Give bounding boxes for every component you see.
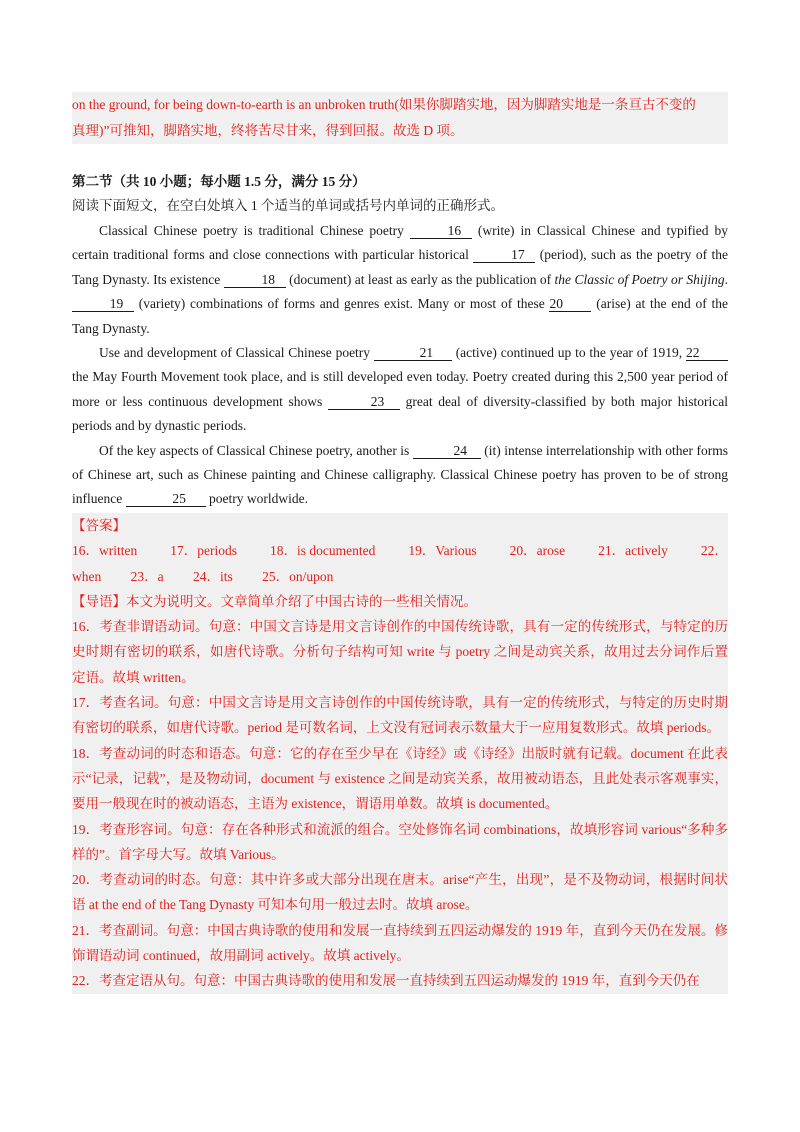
blank-18[interactable]: 18 bbox=[224, 272, 286, 288]
explanation-19: 19．考查形容词。句意：存在各种形式和流派的组合。空处修饰名词 combinations，故填形容词 various“多种多样的”。首字母大写。故填 Various。 bbox=[72, 821, 728, 862]
explanation-22: 22．考查定语从句。句意：中国古典诗歌的使用和发展一直持续到五四运动爆发的 1919 年，直到今天仍在 bbox=[72, 973, 700, 989]
blank-25[interactable]: 25 bbox=[126, 491, 206, 507]
explanation-18: 18．考查动词的时态和语态。句意：它的存在至少早在《诗经》或《诗经》出版时就有记载。document 在此表示“记录，记载”，是及物动词，document 与 existence 之间是动宾关系，故用被动语态，且此处表示客观事实，要用一般现在时的被动语态，主语为 existence，谓语用单数。故填 is documented。 bbox=[72, 745, 728, 812]
previous-answer-line-1: on the ground, for being down-to-earth is an unbroken truth(如果你脚踏实地，因为脚踏实地是一条亘古不变的 bbox=[72, 97, 696, 112]
passage-text: poetry worldwide. bbox=[205, 491, 308, 507]
passage-text: great deal of diversity-classified by both major historical periods and by dynastic periods. bbox=[72, 393, 728, 434]
guide-text: 【导语】本文为说明文。文章简单介绍了中国古诗的一些相关情况。 bbox=[72, 593, 477, 609]
answer-list-row-1 bbox=[72, 538, 728, 563]
passage-text: (document) at least as early as the publication of bbox=[285, 271, 555, 287]
passage-paragraph-3 bbox=[72, 439, 728, 512]
passage-text: (write) in Classical Chinese and typified by certain traditional forms and close connections with particular historical bbox=[72, 223, 728, 263]
explanation-20: 20．考查动词的时态。句意：其中许多或大部分出现在唐末。arise“产生，出现”，是不及物动词，根据时间状语 at the end of the Tang Dynasty 可知本句用一般过去时。故填 arose。 bbox=[72, 872, 728, 913]
passage-text: (it) intense interrelationship with other forms of Chinese art, such as Chinese painting and Chinese calligraphy. Classical Chinese poetry has proven to be of strong influence bbox=[72, 442, 728, 507]
answer-22-label: 22． bbox=[700, 543, 728, 559]
previous-answer-line-2: 真理)”可推知，脚踏实地，终将苦尽甘来，得到回报。故选 D 项。 bbox=[72, 123, 464, 138]
blank-24[interactable]: 24 bbox=[413, 443, 481, 459]
answer-19: 19．Various bbox=[408, 543, 477, 559]
section-title: 第二节（共 10 小题；每小题 1.5 分，满分 15 分） bbox=[72, 174, 366, 189]
answer-25: 25．on/upon bbox=[262, 568, 334, 584]
blank-22[interactable]: 22 bbox=[686, 345, 728, 361]
passage-text: Classical Chinese poetry is traditional Chinese poetry bbox=[99, 223, 410, 238]
passage-text: . bbox=[724, 271, 728, 287]
blank-23[interactable]: 23 bbox=[328, 394, 400, 410]
passage-paragraph-1 bbox=[72, 219, 728, 341]
passage-paragraph-2 bbox=[72, 341, 728, 439]
explanation-16: 16．考查非谓语动词。句意：中国文言诗是用文言诗创作的中国传统诗歌，具有一定的传统形式，与特定的历史时期有密切的联系，如唐代诗歌。分析句子结构可知 write 与 poetry 之间是动宾关系，故用过去分词作后置定语。故填 written。 bbox=[72, 619, 728, 685]
answer-24: 24．its bbox=[193, 568, 233, 584]
answer-heading: 【答案】 bbox=[72, 518, 126, 533]
book-title: the Classic of Poetry or Shijing bbox=[554, 271, 725, 287]
answer-22: when bbox=[72, 568, 102, 584]
answer-17: 17．periods bbox=[170, 543, 238, 559]
section-instruction: 阅读下面短文，在空白处填入 1 个适当的单词或括号内单词的正确形式。 bbox=[72, 198, 504, 213]
answer-16: 16．written bbox=[72, 543, 138, 559]
answer-18: 18．is documented bbox=[270, 543, 376, 559]
blank-19[interactable]: 19 bbox=[72, 296, 134, 312]
answer-23: 23．a bbox=[130, 568, 164, 584]
blank-20[interactable]: 20 bbox=[549, 296, 591, 312]
blank-16[interactable]: 16 bbox=[410, 223, 472, 239]
passage-text: Use and development of Classical Chinese poetry bbox=[99, 345, 374, 361]
cloze-passage bbox=[72, 219, 728, 512]
answer-21: 21．actively bbox=[598, 543, 668, 559]
blank-21[interactable]: 21 bbox=[374, 345, 452, 361]
explanation-17: 17．考查名词。句意：中国文言诗是用文言诗创作的中国传统诗歌，具有一定的传统形式，与特定的历史时期有密切的联系，如唐代诗歌。period 是可数名词，上文没有冠词表示数量大于一应用复数形式。故填 periods。 bbox=[72, 695, 728, 736]
passage-text: the May Fourth Movement took place, and is still developed even today. Poetry created during this 2,500 year period of more or less continuous development shows bbox=[72, 369, 728, 409]
passage-text: Of the key aspects of Classical Chinese poetry, another is bbox=[99, 442, 413, 458]
passage-text: (arise) at the end of the Tang Dynasty. bbox=[72, 296, 728, 336]
answer-20: 20．arose bbox=[509, 543, 566, 559]
blank-17[interactable]: 17 bbox=[473, 247, 535, 263]
answer-list-row-2 bbox=[72, 564, 728, 589]
answer-block bbox=[72, 513, 728, 994]
explanation-21: 21．考查副词。句意：中国古典诗歌的使用和发展一直持续到五四运动爆发的 1919 年，直到今天仍在发展。修饰谓语动词 continued，故用副词 actively。故填 actively。 bbox=[72, 922, 728, 964]
previous-answer-block bbox=[72, 92, 728, 144]
passage-text: (active) continued up to the year of 1919, bbox=[451, 345, 686, 361]
passage-text: (variety) combinations of forms and genres exist. Many or most of these bbox=[134, 296, 550, 312]
passage-text: (period), such as the poetry of the Tang Dynasty. Its existence bbox=[72, 247, 728, 287]
